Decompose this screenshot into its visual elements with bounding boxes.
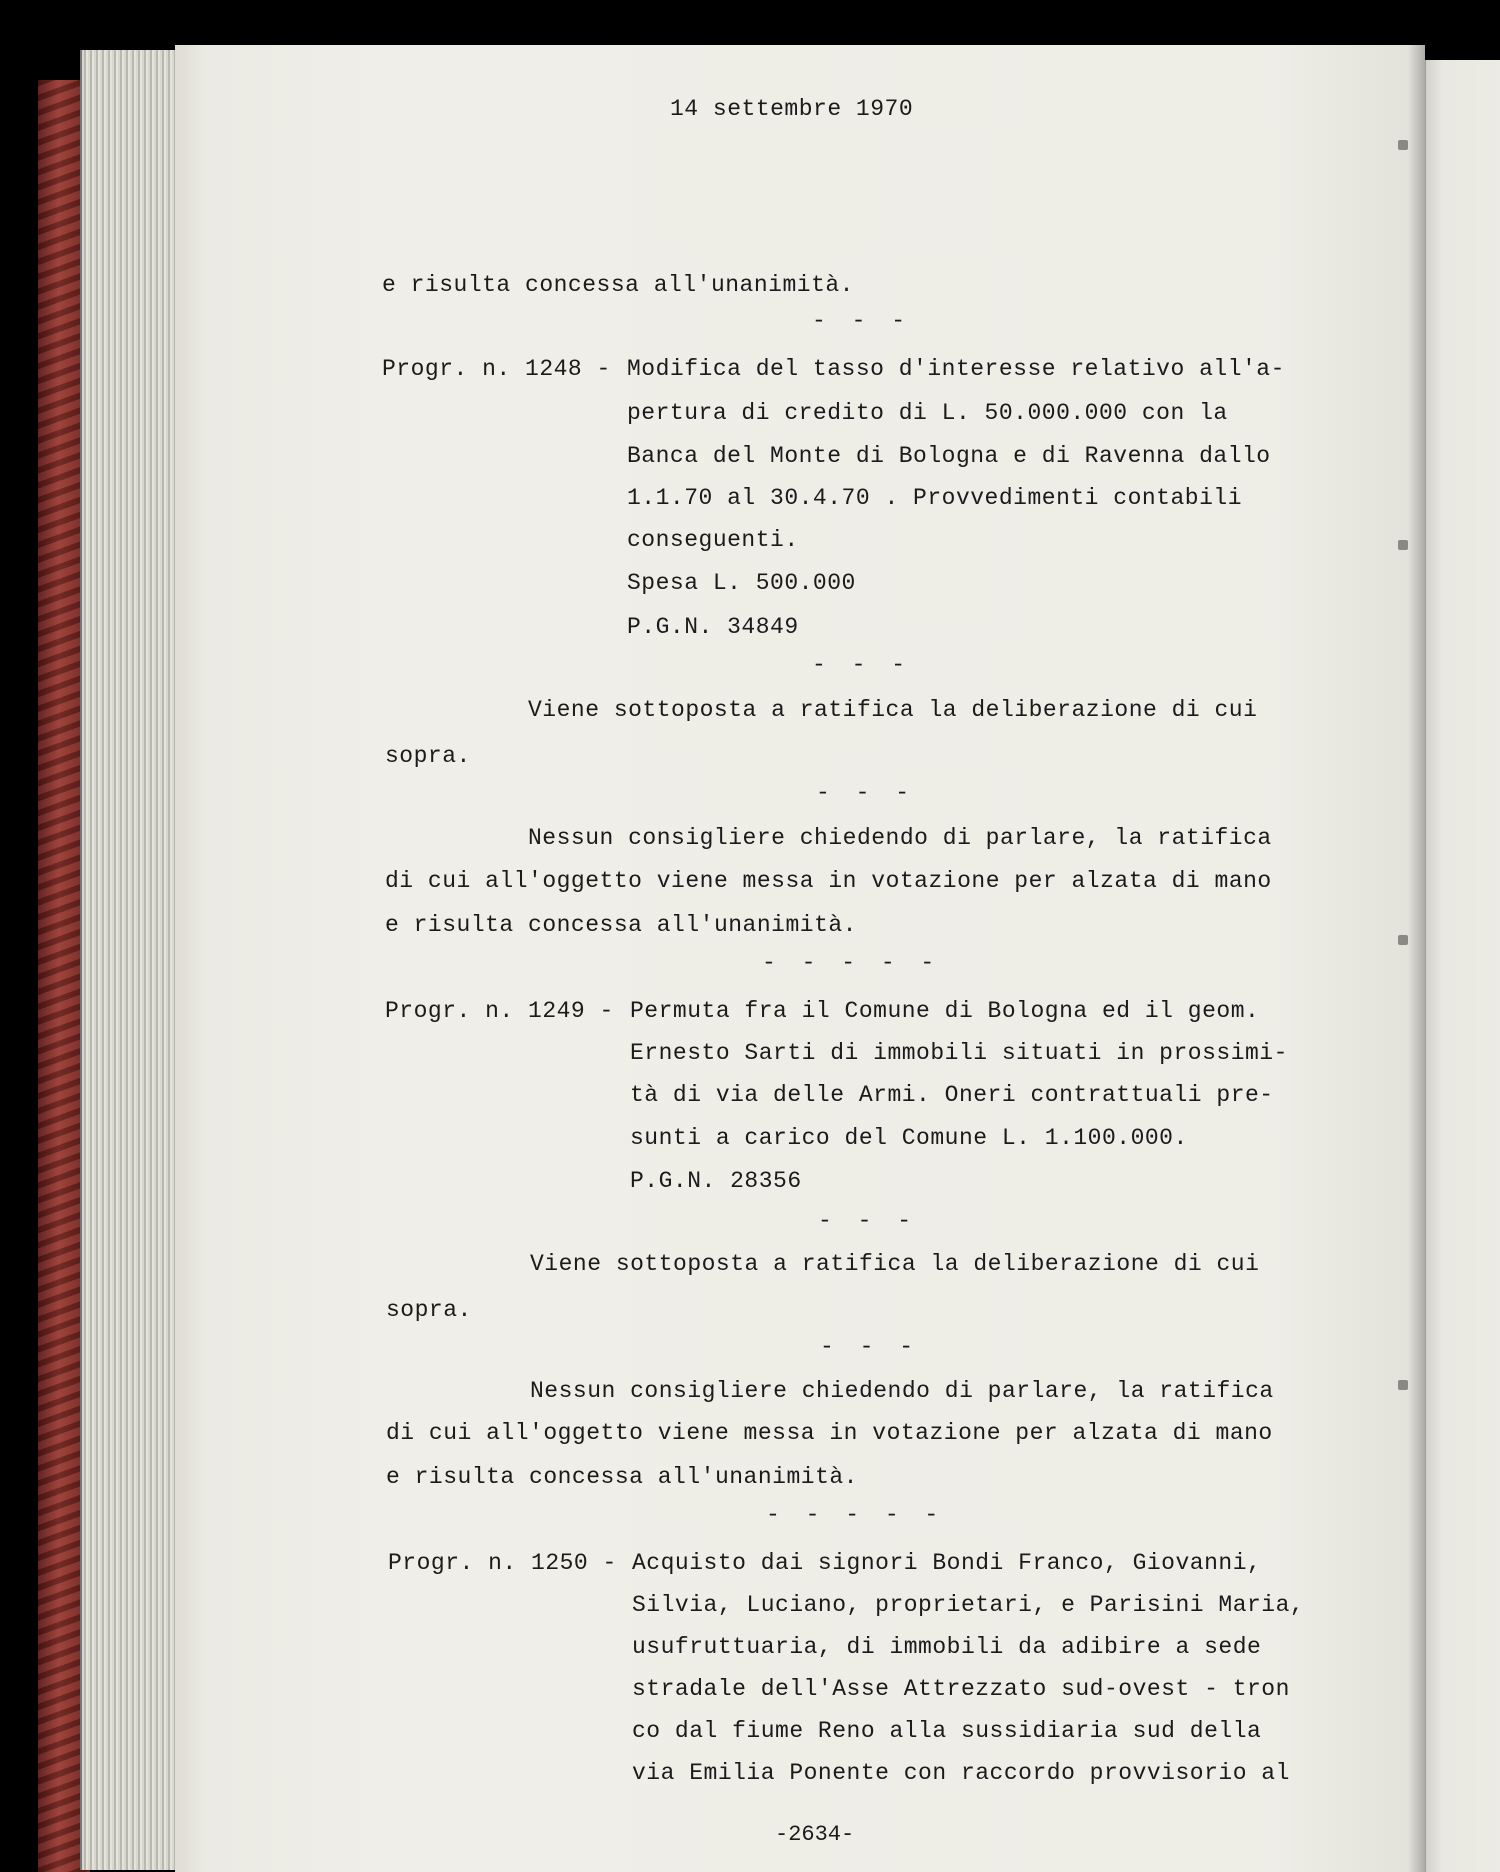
facing-page-edge xyxy=(1420,60,1500,1872)
vote-line: di cui all'oggetto viene messa in votazione per alzata di mano xyxy=(386,1420,1273,1446)
vote-line: Nessun consigliere chiedendo di parlare, la ratifica xyxy=(528,825,1272,851)
item-line: Silvia, Luciano, proprietari, e Parisini Maria, xyxy=(632,1592,1305,1618)
item-line: Modifica del tasso d'interesse relativo all'a- xyxy=(627,356,1285,382)
item-line: Ernesto Sarti di immobili situati in prossimi- xyxy=(630,1040,1288,1066)
ratifica-line: Viene sottoposta a ratifica la deliberazione di cui xyxy=(530,1251,1260,1277)
vote-line: Nessun consigliere chiedendo di parlare, la ratifica xyxy=(530,1378,1274,1404)
vote-line: di cui all'oggetto viene messa in votazione per alzata di mano xyxy=(385,868,1272,894)
item-line: Banca del Monte di Bologna e di Ravenna dallo xyxy=(627,443,1271,469)
item-line: 1.1.70 al 30.4.70 . Provvedimenti contabili xyxy=(627,485,1242,511)
item-line: Spesa L. 500.000 xyxy=(627,570,856,596)
paragraph-line: e risulta concessa all'unanimità. xyxy=(382,272,854,298)
binding-staple xyxy=(1398,935,1408,945)
separator: - - - - - xyxy=(762,950,941,976)
item-line: sunti a carico del Comune L. 1.100.000. xyxy=(630,1125,1188,1151)
item-line: stradale dell'Asse Attrezzato sud-ovest - tron xyxy=(632,1676,1290,1702)
separator: - - - xyxy=(820,1334,920,1360)
item-line: pertura di credito di L. 50.000.000 con la xyxy=(627,400,1228,426)
item-label-1250: Progr. n. 1250 - xyxy=(388,1550,617,1576)
item-label-1248: Progr. n. 1248 - xyxy=(382,356,611,382)
ratifica-line: Viene sottoposta a ratifica la deliberazione di cui xyxy=(528,697,1258,723)
item-line: tà di via delle Armi. Oneri contrattuali pre- xyxy=(630,1082,1274,1108)
vote-line: e risulta concessa all'unanimità. xyxy=(386,1464,858,1490)
item-line: co dal fiume Reno alla sussidiaria sud della xyxy=(632,1718,1262,1744)
binding-staple xyxy=(1398,540,1408,550)
ratifica-line: sopra. xyxy=(385,743,471,769)
item-line: P.G.N. 34849 xyxy=(627,614,799,640)
item-line: conseguenti. xyxy=(627,527,799,553)
separator: - - - - - xyxy=(766,1502,945,1528)
separator: - - - xyxy=(812,308,912,334)
page-number: -2634- xyxy=(775,1822,855,1847)
item-line: Permuta fra il Comune di Bologna ed il geom. xyxy=(630,998,1260,1024)
item-label-1249: Progr. n. 1249 - xyxy=(385,998,614,1024)
item-line: P.G.N. 28356 xyxy=(630,1168,802,1194)
separator: - - - xyxy=(818,1208,918,1234)
binding-staple xyxy=(1398,1380,1408,1390)
separator: - - - xyxy=(816,780,916,806)
item-line: via Emilia Ponente con raccordo provvisorio al xyxy=(632,1760,1290,1786)
ratifica-line: sopra. xyxy=(386,1297,472,1323)
page-date-header: 14 settembre 1970 xyxy=(670,96,914,122)
item-line: usufruttuaria, di immobili da adibire a sede xyxy=(632,1634,1262,1660)
item-line: Acquisto dai signori Bondi Franco, Giovanni, xyxy=(632,1550,1262,1576)
separator: - - - xyxy=(812,652,912,678)
binding-staple xyxy=(1398,140,1408,150)
vote-line: e risulta concessa all'unanimità. xyxy=(385,912,857,938)
gutter-shadow xyxy=(1408,45,1426,1872)
